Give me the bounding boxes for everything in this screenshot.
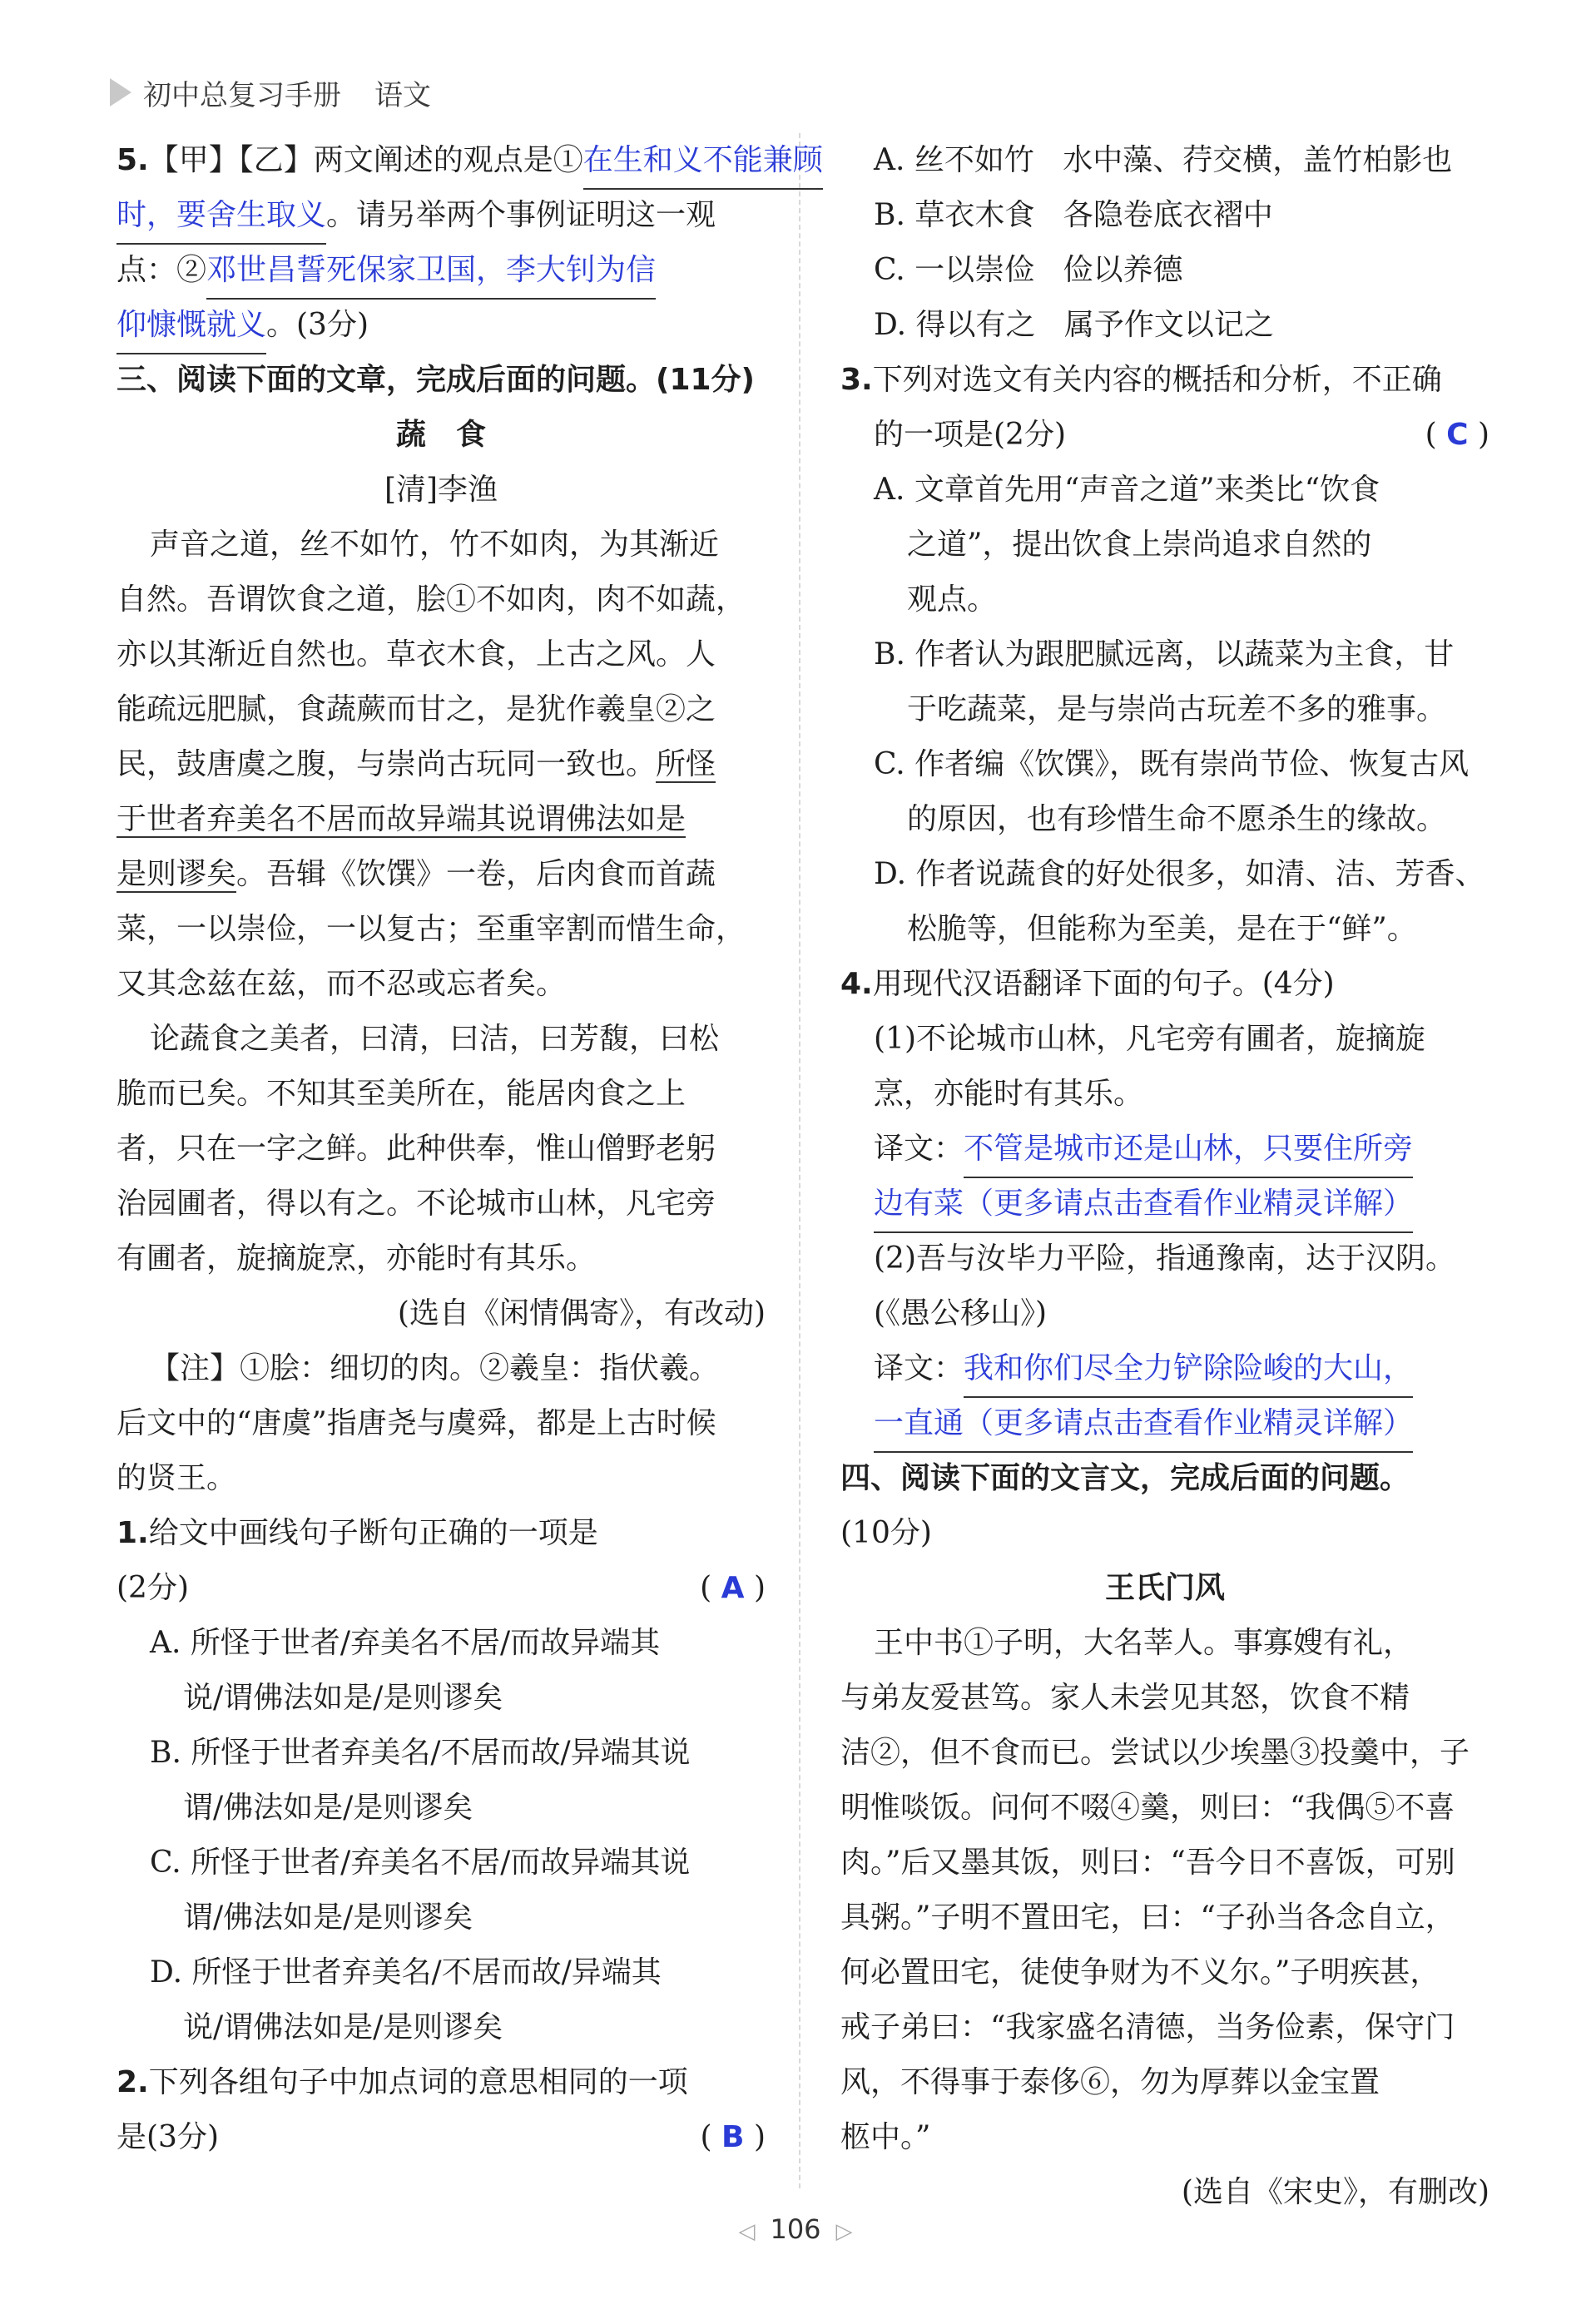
passage-line: 是则谬矣。吾辑《饮馔》一卷，后肉食而首蔬 (116, 857, 716, 891)
q4-translation-2-cont (840, 1396, 1489, 1451)
q2-option-b: B. 草衣木食 各隐卷底衣褶中 (874, 198, 1273, 232)
source-note: (选自《宋史》，有删改) (1181, 2175, 1489, 2209)
passage-line: 风，不得事于泰侈⑥，勿为厚葬以金宝置 (840, 2065, 1380, 2099)
q5-answer-1a: 在生和义不能兼顾 (583, 133, 823, 190)
q4-stem: 4.用现代汉语翻译下面的句子。(4分) (840, 967, 1335, 1001)
passage-line: 戒子弟曰：“我家盛名清德，当务俭素，保守门 (840, 2010, 1455, 2044)
q5-line-2: 时，要舍生取义。请另举两个事例证明这一观 (116, 188, 766, 243)
q3-option-c: C. 作者编《饮馔》，既有崇尚节俭、恢复古风 (874, 747, 1470, 781)
q3-option-c-cont: 的原因，也有珍惜生命不愿杀生的缘故。 (907, 802, 1447, 836)
article-title-shushi: 蔬 食 (395, 418, 486, 452)
q4-translation-1-cont (840, 1177, 1489, 1231)
q3-stem: 3.下列对选文有关内容的概括和分析，不正确 (840, 363, 1442, 397)
play-triangle-icon (110, 78, 131, 107)
article-title-wangshi: 王氏门风 (1104, 1571, 1225, 1605)
q4-answer-1a: 不管是城市还是山林，只要住所旁 (964, 1122, 1413, 1178)
q5-line-1: 5.【甲】【乙】两文阐述的观点是①在生和义不能兼顾 (116, 133, 766, 188)
passage-line: 论蔬食之美者，曰清，曰洁，曰芳馥，曰松 (150, 1022, 720, 1056)
underlined-sentence: 所怪 (656, 747, 716, 781)
prev-page-icon: ◁ (738, 2219, 756, 2244)
passage-line: 具粥。”子明不置田宅，曰：“子孙当各念自立， (840, 1900, 1455, 1935)
q3-option-a-cont: 观点。 (907, 582, 998, 617)
q3-answer-bracket: ( C ) (1425, 418, 1489, 452)
q2-answer-bracket: ( B ) (700, 2120, 766, 2154)
passage-line: 又其念兹在兹，而不忍或忘者矣。 (116, 967, 567, 1001)
right-column (840, 133, 1489, 2220)
q1-option-a: A. 所怪于世者/弃美名不居/而故异端其 (150, 1626, 661, 1660)
passage-line: 亦以其渐近自然也。草衣木食，上古之风。人 (116, 637, 716, 671)
article-author: [清]李渔 (384, 473, 498, 507)
passage-line: 能疏远肥腻，食蔬蕨而甘之，是犹作羲皇②之 (116, 692, 716, 726)
q5-answer-2a: 邓世昌誓死保家卫国，李大钊为信 (206, 243, 656, 300)
q5-line-3: 点：②邓世昌誓死保家卫国，李大钊为信 (116, 243, 766, 298)
passage-line: 自然。吾谓饮食之道，脍①不如肉，肉不如蔬， (116, 582, 746, 617)
passage-line: 治园圃者，得以有之。不论城市山林，凡宅旁 (116, 1187, 716, 1221)
passage-line: 明惟啖饭。问何不啜④羹，则曰：“我偶⑤不喜 (840, 1791, 1455, 1825)
q1-option-d-cont: 说/谓佛法如是/是则谬矣 (183, 2010, 503, 2044)
q5-line-4: 仰慷慨就义。(3分) (116, 298, 766, 353)
q3-option-a-cont: 之道”，提出饮食上崇尚追求自然的 (907, 528, 1372, 562)
passage-line: 与弟友爱甚笃。家人未尝见其怒，饮食不精 (840, 1681, 1410, 1715)
q2-option-c: C. 一以崇俭 俭以养德 (874, 253, 1183, 287)
left-column (116, 133, 823, 2165)
page-number: 106 (770, 2213, 821, 2245)
source-note: (选自《闲情偶寄》，有改动) (397, 1296, 766, 1330)
q5-answer-1b: 时，要舍生取义 (116, 188, 326, 245)
q1-score-line: (2分) ( A ) (116, 1561, 766, 1616)
q4-answer-1b: 边有菜（更多请点击查看作业精灵详解） (874, 1177, 1413, 1233)
annotation: 【注】①脍：细切的肉。②羲皇：指伏羲。 (150, 1351, 720, 1385)
q3-option-d: D. 作者说蔬食的好处很多，如清、洁、芳香、 (874, 857, 1485, 891)
q4-sentence-1-cont: 烹，亦能时有其乐。 (874, 1077, 1144, 1111)
annotation: 后文中的“唐虞”指唐尧与虞舜，都是上古时候 (116, 1406, 716, 1440)
passage-line (116, 792, 766, 847)
q2-stem: 2.下列各组句子中加点词的意思相同的一项 (116, 2065, 688, 2099)
q4-sentence-2-cont: (《愚公移山》) (874, 1296, 1048, 1330)
q4-translation-1: 译文：不管是城市还是山林，只要住所旁 (840, 1122, 1489, 1177)
passage-line: 声音之道，丝不如竹，竹不如肉，为其渐近 (150, 528, 720, 562)
q4-sentence-2: (2)吾与汝毕力平险，指通豫南，达于汉阴。 (874, 1241, 1455, 1276)
passage-line: 王中书①子明，大名莘人。事寡嫂有礼， (874, 1626, 1414, 1660)
q5-answer-2b: 仰慷慨就义 (116, 298, 266, 354)
passage-line: 菜，一以崇俭，一以复古；至重宰割而惜生命， (116, 912, 746, 946)
q1-answer: A (721, 1571, 745, 1605)
q3-answer: C (1446, 418, 1469, 452)
q3-option-b-cont: 于吃蔬菜，是与崇尚古玩差不多的雅事。 (907, 692, 1447, 726)
q1-option-c: C. 所怪于世者/弃美名不居/而故异端其说 (150, 1846, 691, 1880)
q1-stem: 1.给文中画线句子断句正确的一项是 (116, 1516, 598, 1550)
q2-answer: B (721, 2120, 745, 2154)
q3-option-d-cont: 松脆等，但能称为至美，是在于“鲜”。 (907, 912, 1417, 946)
book-title: 初中总复习手册 (143, 78, 341, 112)
page-footer (0, 2213, 1591, 2245)
q3-option-b: B. 作者认为跟肥腻远离，以蔬菜为主食，甘 (874, 637, 1455, 671)
q1-answer-bracket: ( A ) (700, 1571, 766, 1605)
q3-score-line: 的一项是(2分) ( C ) (840, 408, 1489, 463)
q4-answer-2a: 我和你们尽全力铲除险峻的大山， (964, 1341, 1413, 1398)
next-page-icon: ▷ (835, 2219, 853, 2244)
section-4-score: (10分) (840, 1516, 932, 1550)
passage-line: 肉。”后又墨其饭，则曰：“吾今日不喜饭，可别 (840, 1846, 1455, 1880)
passage-line: 脆而已矣。不知其至美所在，能居肉食之上 (116, 1077, 686, 1111)
q1-option-b: B. 所怪于世者弃美名/不居而故/异端其说 (150, 1736, 691, 1770)
q2-option-a: A. 丝不如竹 水中藻、荇交横，盖竹柏影也 (874, 143, 1453, 177)
q1-option-a-cont: 说/谓佛法如是/是则谬矣 (183, 1681, 503, 1715)
passage-line: 民，鼓唐虞之腹，与崇尚古玩同一致也。所怪 (116, 747, 716, 781)
underlined-sentence: 于世者弃美名不居而故异端其说谓佛法如是 (116, 802, 686, 836)
passage-line: 者，只在一字之鲜。此种供奉，惟山僧野老躬 (116, 1132, 716, 1166)
q1-option-c-cont: 谓/佛法如是/是则谬矣 (183, 1900, 473, 1935)
underlined-sentence: 是则谬矣 (116, 857, 237, 891)
passage-line: 何必置田宅，徒使争财为不义尔。”子明疾甚， (840, 1955, 1440, 1990)
q1-option-b-cont: 谓/佛法如是/是则谬矣 (183, 1791, 473, 1825)
column-divider (799, 133, 800, 2188)
q4-translation-2: 译文：我和你们尽全力铲除险峻的大山， (840, 1341, 1489, 1396)
q4-sentence-1: (1)不论城市山林，凡宅旁有圃者，旋摘旋 (874, 1022, 1425, 1056)
section-4-title: 四、阅读下面的文言文，完成后面的问题。 (840, 1461, 1410, 1495)
passage-line: 洁②，但不食而已。尝试以少埃墨③投羹中，子 (840, 1736, 1470, 1770)
q1-option-d: D. 所怪于世者弃美名/不居而故/异端其 (150, 1955, 662, 1990)
annotation: 的贤王。 (116, 1461, 237, 1495)
q3-option-a: A. 文章首先用“声音之道”来类比“饮食 (874, 473, 1380, 507)
section-3-title: 三、阅读下面的文章，完成后面的问题。(11分) (116, 363, 756, 397)
q2-option-d: D. 得以有之 属予作文以记之 (874, 308, 1274, 342)
passage-line: 柩中。” (840, 2120, 931, 2154)
subject-label: 语文 (374, 78, 431, 112)
running-header (110, 72, 431, 113)
q4-answer-2b: 一直通（更多请点击查看作业精灵详解） (874, 1396, 1413, 1453)
q2-score-line: 是(3分) ( B ) (116, 2110, 766, 2165)
passage-line: 有圃者，旋摘旋烹，亦能时有其乐。 (116, 1241, 597, 1276)
